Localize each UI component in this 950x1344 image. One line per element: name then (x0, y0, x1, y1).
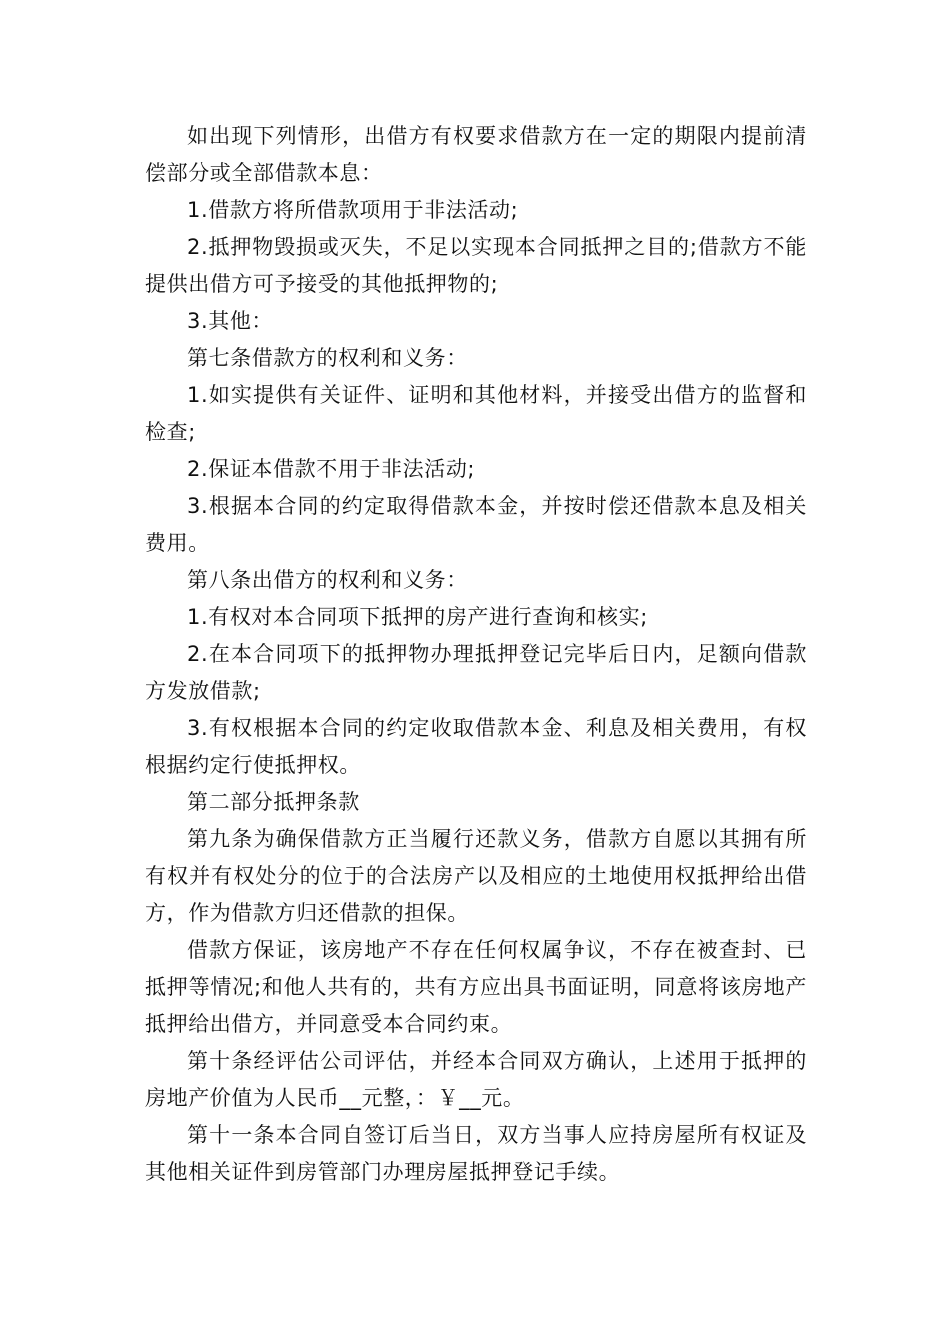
paragraph-article-8-item-2: 2.在本合同项下的抵押物办理抵押登记完毕后日内，足额向借款方发放借款; (145, 642, 807, 703)
paragraph-article-7-heading: 第七条借款方的权利和义务： (187, 346, 468, 370)
paragraph-article-10: 第十条经评估公司评估，并经本合同双方确认，上述用于抵押的房地产价值为人民币__元整，：￥__元。 (145, 1049, 807, 1110)
paragraph-article-7-item-1: 1.如实提供有关证件、证明和其他材料，并接受出借方的监督和检查; (145, 383, 807, 444)
paragraph-article-8-item-1: 1.有权对本合同项下抵押的房产进行查询和核实; (187, 605, 648, 629)
document-body (145, 118, 807, 1191)
paragraph-article-7-item-3: 3.根据本合同的约定取得借款本金，并按时偿还借款本息及相关费用。 (145, 494, 807, 555)
paragraph-article-7-item-2: 2.保证本借款不用于非法活动; (187, 457, 476, 481)
paragraph-item-illegal-use: 1.借款方将所借款项用于非法活动; (187, 198, 519, 222)
paragraph-borrower-guarantee: 借款方保证，该房地产不存在任何权属争议，不存在被查封、已抵押等情况;和他人共有的，共有方应出具书面证明，同意将该房地产抵押给出借方，并同意受本合同约束。 (145, 938, 807, 1036)
paragraph-part-2-heading: 第二部分抵押条款 (187, 790, 360, 814)
paragraph-clause-early-repayment: 如出现下列情形，出借方有权要求借款方在一定的期限内提前清偿部分或全部借款本息： (145, 124, 807, 185)
paragraph-item-other: 3.其他： (187, 309, 274, 333)
paragraph-article-11: 第十一条本合同自签订后当日，双方当事人应持房屋所有权证及其他相关证件到房管部门办理房屋抵押登记手续。 (145, 1123, 807, 1184)
paragraph-article-8-item-3: 3.有权根据本合同的约定收取借款本金、利息及相关费用，有权根据约定行使抵押权。 (145, 716, 807, 777)
paragraph-item-collateral-damage: 2.抵押物毁损或灭失，不足以实现本合同抵押之目的;借款方不能提供出借方可予接受的其他抵押物的; (145, 235, 807, 296)
paragraph-article-9: 第九条为确保借款方正当履行还款义务，借款方自愿以其拥有所有权并有权处分的位于的合法房产以及相应的土地使用权抵押给出借方，作为借款方归还借款的担保。 (145, 827, 807, 925)
paragraph-article-8-heading: 第八条出借方的权利和义务： (187, 568, 468, 592)
